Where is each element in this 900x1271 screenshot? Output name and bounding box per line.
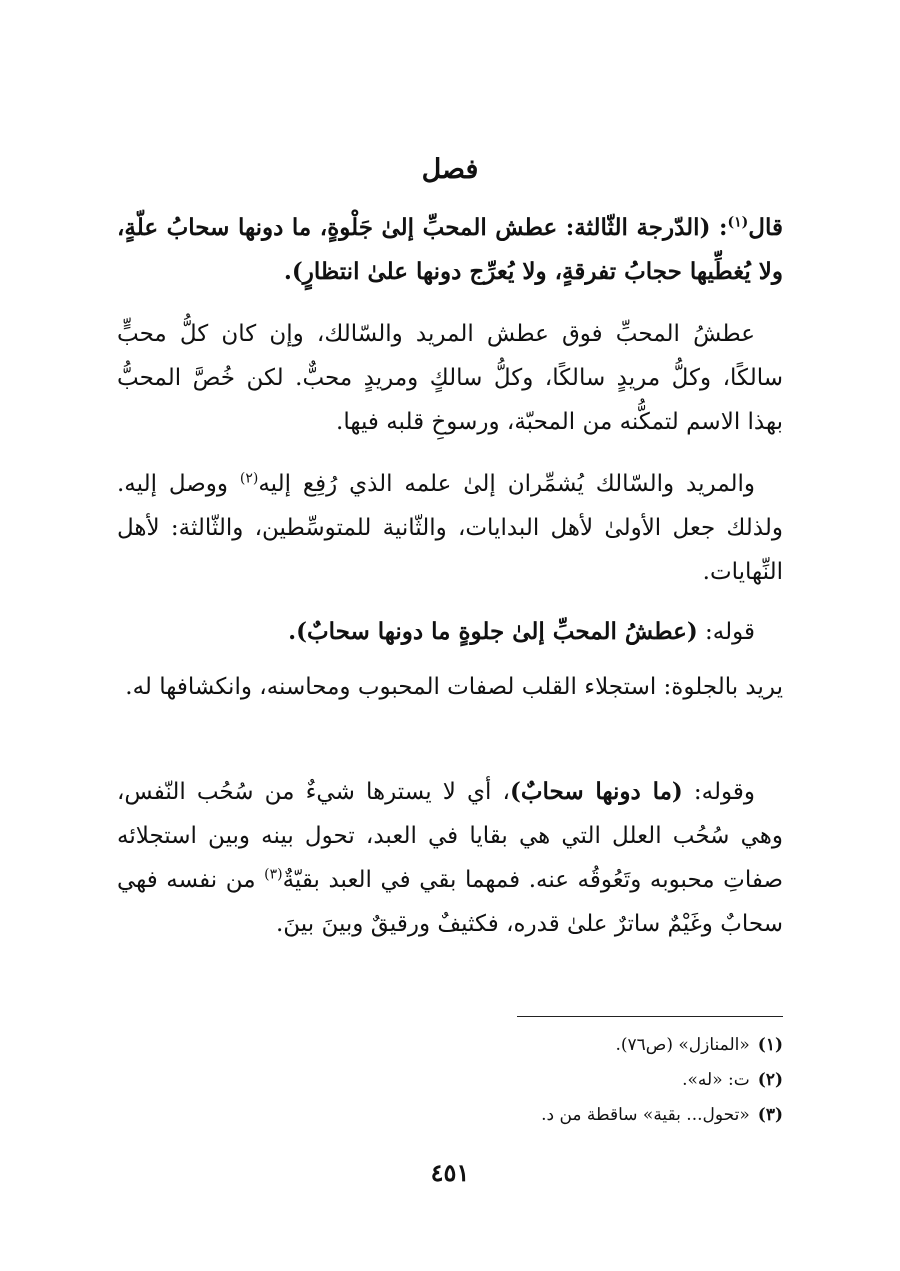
footnote-3-number: (٣)	[757, 1105, 783, 1125]
footnote-separator	[517, 1016, 783, 1017]
paragraph-1-text: : (الدّرجة الثّالثة: عطش المحبِّ إلىٰ جَلْوةٍ، ما دونها سحابُ علّةٍ، ولا يُغطِّيها حجابُ تفرقةٍ، ولا يُعرِّج دونها علىٰ انتظارٍ).	[117, 214, 783, 285]
footnote-2-number: (٢)	[757, 1070, 783, 1090]
paragraph-3	[117, 462, 783, 594]
paragraph-3-part2: ووصل إليه. ولذلك جعل الأولىٰ لأهل البدايات، والثّانية للمتوسِّطين، والثّالثة: لأهل النِّهايات.	[117, 471, 783, 585]
footnote-1-text: «المنازل» (ص٧٦).	[615, 1035, 750, 1055]
paragraph-1	[117, 206, 783, 294]
footnote-3	[300, 1098, 783, 1133]
paragraph-6	[117, 770, 783, 946]
footnote-2-text: ت: «له».	[682, 1070, 750, 1090]
paragraph-6-lead: وقوله:	[682, 779, 755, 805]
paragraph-4-lead: قوله:	[697, 619, 755, 645]
paragraph-4-quote: (عطشُ المحبِّ إلىٰ جلوةٍ ما دونها سحابٌ).	[288, 618, 698, 645]
footnote-2	[300, 1063, 783, 1098]
chapter-title: فصل	[421, 154, 479, 185]
footnote-3-text: «تحول... بقية» ساقطة من د.	[541, 1105, 750, 1125]
page-number: ٤٥١	[430, 1158, 470, 1187]
footnote-ref-1[interactable]: (١)	[727, 214, 749, 231]
paragraph-6-part2: من نفسه فهي سحابٌ وغَيْمٌ ساترٌ علىٰ قدره، فكثيفٌ ورقيقٌ وبينَ بينَ.	[117, 867, 783, 937]
paragraph-1-lead: قال	[748, 214, 783, 241]
paragraph-4	[117, 610, 783, 654]
paragraph-3-part1: والمريد والسّالك يُشمِّران إلىٰ علمه الذي رُفِع إليه	[258, 471, 755, 497]
footnote-1-number: (١)	[757, 1035, 783, 1055]
footnote-ref-2[interactable]: (٢)	[239, 470, 259, 487]
paragraph-5: يريد بالجلوة: استجلاء القلب لصفات المحبوب ومحاسنه، وانكشافها له.	[125, 674, 783, 700]
footnotes	[300, 1028, 783, 1133]
paragraph-6-part1: ، أي لا يسترها شيءٌ من سُحُب النّفس، وهي سُحُب العلل التي هي بقايا في العبد، تحول بينه وبين استجلائه صفاتِ محبوبه وتَعُوقُه عنه. فمهما بقي في العبد بقيّةٌ	[117, 779, 783, 893]
footnote-1	[300, 1028, 783, 1063]
footnote-ref-3[interactable]: (٣)	[264, 866, 283, 883]
paragraph-2: عطشُ المحبِّ فوق عطش المريد والسّالك، وإن كان كلُّ محبٍّ سالكًا، وكلُّ مريدٍ سالكًا، وكلُّ سالكٍ ومريدٍ محبٌّ. لكن خُصَّ المحبُّ بهذا الاسم لتمكُّنه من المحبّة، ورسوخِ قلبه فيها.	[117, 321, 783, 435]
paragraph-6-quote: (ما دونها سحابٌ)	[509, 778, 683, 805]
